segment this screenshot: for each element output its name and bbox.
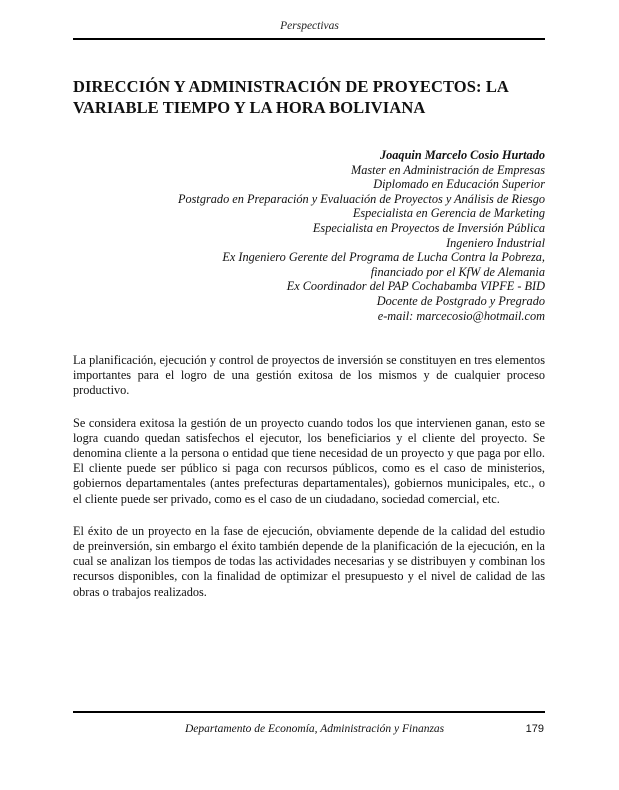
author-block bbox=[178, 148, 545, 323]
article-title-line-1: DIRECCIÓN Y ADMINISTRACIÓN DE PROYECTOS: LA bbox=[73, 77, 509, 96]
author-credential: Especialista en Gerencia de Marketing bbox=[352, 206, 545, 221]
footer-rule bbox=[73, 711, 545, 713]
author-credential: Master en Administración de Empresas bbox=[351, 162, 545, 177]
author-name: Joaquin Marcelo Cosio Hurtado bbox=[379, 148, 545, 162]
author-credential: Especialista en Proyectos de Inversión Pública bbox=[312, 220, 545, 235]
header-rule bbox=[73, 38, 545, 40]
article-title bbox=[73, 76, 553, 118]
footer-department: Departamento de Economía, Administración y Finanzas bbox=[185, 723, 445, 735]
article-title-line-2: VARIABLE TIEMPO Y LA HORA BOLIVIANA bbox=[73, 98, 426, 117]
page-number: 179 bbox=[525, 723, 544, 735]
body-paragraph: Se considera exitosa la gestión de un proyecto cuando todos los que intervienen ganan, esto se logra cuando quedan satisfechos el ejecutor, los beneficiarios y el cliente del proyecto. Se denomina cliente a la persona o entidad que tiene necesidad de un proyecto y que paga por ello. El cliente puede ser público si paga con recursos públicos, como es el caso de ministerios, gobiernos departamentales (antes prefecturas departamentales), gobiernos municipales, etc., o el cliente puede ser privado, como es el caso de un ciudadano, sociedad comercial, etc. bbox=[73, 415, 545, 506]
body-paragraph: El éxito de un proyecto en la fase de ejecución, obviamente depende de la calidad del estudio de preinversión, sin embargo el éxito también depende de la planificación de la ejecución, en la cual se analizan los tiempos de todas las actividades necesarias y se distribuyen y combinan los recursos disponibles, con la finalidad de optimizar el presupuesto y el nivel de calidad de las obras o trabajos realizados. bbox=[73, 523, 545, 599]
author-credential: Diplomado en Educación Superior bbox=[373, 177, 545, 192]
author-credential: Ex Ingeniero Gerente del Programa de Lucha Contra la Pobreza, bbox=[222, 250, 545, 265]
author-credential: financiado por el KfW de Alemania bbox=[370, 264, 545, 279]
author-credential: Ingeniero Industrial bbox=[446, 235, 545, 250]
article-body bbox=[73, 353, 545, 617]
author-credential: Ex Coordinador del PAP Cochabamba VIPFE - BID bbox=[286, 279, 545, 294]
author-credential: Postgrado en Preparación y Evaluación de Proyectos y Análisis de Riesgo bbox=[177, 191, 545, 206]
running-header: Perspectivas bbox=[280, 20, 339, 32]
body-paragraph: La planificación, ejecución y control de proyectos de inversión se constituyen en tres elementos importantes para el logro de una gestión exitosa de los mismos y de cualquier proceso productivo. bbox=[73, 353, 545, 398]
author-email: e-mail: marcecosio@hotmail.com bbox=[377, 308, 545, 323]
author-credential: Docente de Postgrado y Pregrado bbox=[376, 293, 545, 308]
